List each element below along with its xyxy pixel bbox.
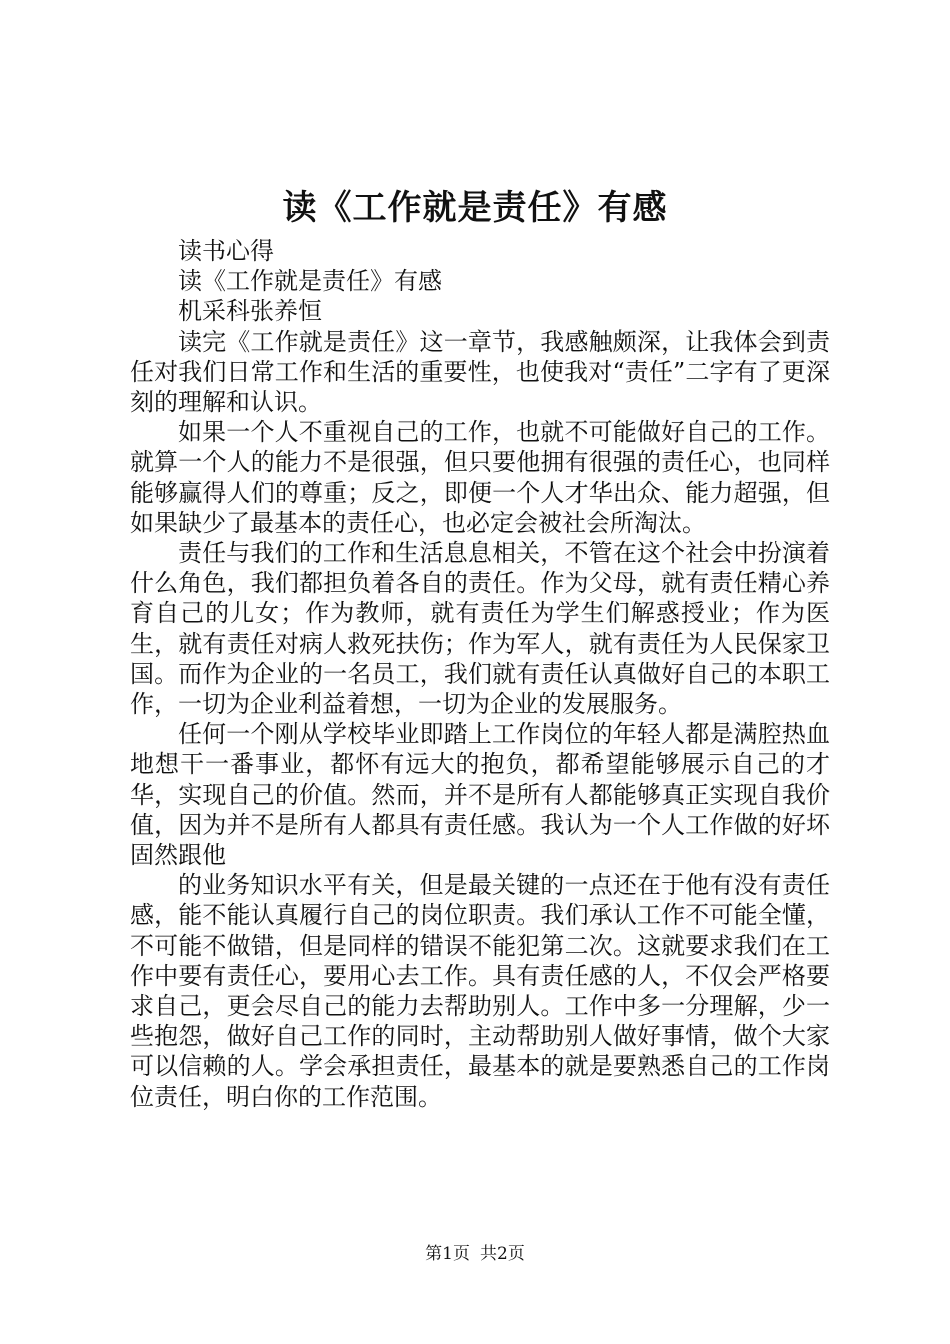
paragraph-body: 的业务知识水平有关，但是最关键的一点还在于他有没有责任感，能不能认真履行自己的岗位职责。我们承认工作不可能全懂，不可能不做错，但是同样的错误不能犯第二次。这就要求我们在工作中要有责任心，要用心去工作。具有责任感的人，不仅会严格要求自己，更会尽自己的能力去帮助别人。工作中多一分理解，少一些抱怨，做好自己工作的同时，主动帮助别人做好事情，做个大家可以信赖的人。学会承担责任，最基本的就是要熟悉自己的工作岗位责任，明白你的工作范围。 — [130, 871, 830, 1111]
paragraph-subtitle: 读《工作就是责任》有感 — [178, 267, 442, 296]
paragraph-body: 任何一个刚从学校毕业即踏上工作岗位的年轻人都是满腔热血地想干一番事业，都怀有远大的抱负，都希望能够展示自己的才华，实现自己的价值。然而，并不是所有人都能够真正实现自我价值，因为并不是所有人都具有责任感。我认为一个人工作做的好坏固然跟他 — [130, 720, 830, 870]
page-footer — [0, 1242, 950, 1266]
page-number: 第1页 — [425, 1244, 470, 1264]
paragraph-category: 读书心得 — [178, 237, 274, 265]
paragraph-body: 如果一个人不重视自己的工作，也就不可能做好自己的工作。就算一个人的能力不是很强，但只要他拥有很强的责任心，也同样能够赢得人们的尊重；反之，即便一个人才华出众、能力超强，但如果缺少了最基本的责任心，也必定会被社会所淘汰。 — [130, 418, 830, 537]
page-total: 共2页 — [480, 1244, 525, 1264]
document-title: 读《工作就是责任》有感 — [282, 188, 668, 228]
paragraph-body: 读完《工作就是责任》这一章节，我感触颇深，让我体会到责任对我们日常工作和生活的重要性，也使我对“责任”二字有了更深刻的理解和认识。 — [130, 327, 830, 417]
paragraph-author: 机采科张养恒 — [178, 297, 322, 326]
paragraph-body: 责任与我们的工作和生活息息相关，不管在这个社会中扮演着什么角色，我们都担负着各自的责任。作为父母，就有责任精心养育自己的儿女；作为教师，就有责任为学生们解惑授业；作为医生，就有责任对病人救死扶伤；作为军人，就有责任为人民保家卫国。而作为企业的一名员工，我们就有责任认真做好自己的本职工作，一切为企业利益着想，一切为企业的发展服务。 — [130, 539, 830, 719]
document-body — [130, 236, 830, 1112]
